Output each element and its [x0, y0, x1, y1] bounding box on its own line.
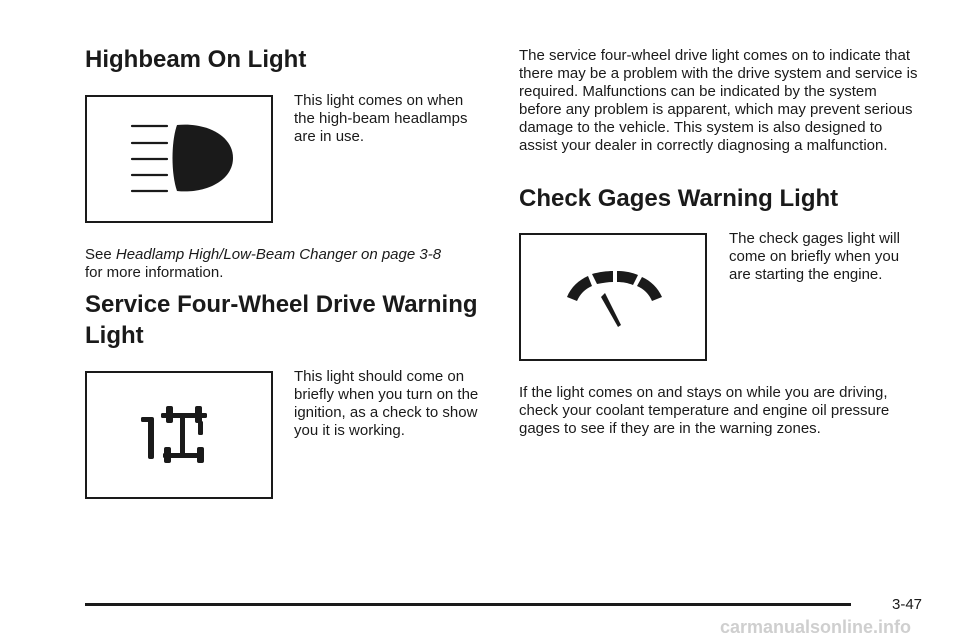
see-suffix: for more information.	[85, 264, 224, 281]
four-wheel-heading	[85, 289, 478, 351]
four-wheel-heading-line2: Light	[85, 322, 144, 349]
check-gages-detail: If the light comes on and stays on while you are driving, check your coolant temperature and engine oil pressure gages to see if they are in the warning zones.	[519, 384, 890, 437]
gauge-icon	[521, 235, 705, 359]
gauge-icon-box	[519, 233, 707, 361]
highbeam-icon-box	[85, 95, 273, 223]
check-gages-description: The check gages light will come on briefly when you are starting the engine.	[729, 230, 900, 283]
see-reference	[85, 246, 485, 282]
watermark: carmanualsonline.info	[720, 617, 912, 637]
cross-reference-link[interactable]: Headlamp High/Low-Beam Changer on page 3-8	[115, 246, 442, 263]
four-wheel-heading-line1: Service Four-Wheel Drive Warning	[85, 291, 478, 318]
footer-rule	[85, 603, 851, 606]
highbeam-heading: Highbeam On Light	[85, 46, 307, 73]
four-wheel-description: This light should come on briefly when you turn on the ignition, as a check to show you it is working.	[294, 368, 479, 439]
four-wheel-drive-icon	[87, 373, 271, 497]
check-gages-heading: Check Gages Warning Light	[519, 185, 839, 212]
page-number: 3-47	[892, 596, 923, 613]
highbeam-icon	[87, 97, 271, 221]
four-wheel-icon-box	[85, 371, 273, 499]
see-prefix: See	[85, 246, 116, 263]
four-wheel-detail: The service four-wheel drive light comes on to indicate that there may be a problem with the drive system and service is required. Malfunctions can be indicated by the system before any problem is apparent, which may prevent serious damage to the vehicle. This system is also designed to assist your dealer in correctly diagnosing a malfunction.	[519, 47, 918, 154]
highbeam-description: This light comes on when the high-beam headlamps are in use.	[294, 92, 468, 145]
